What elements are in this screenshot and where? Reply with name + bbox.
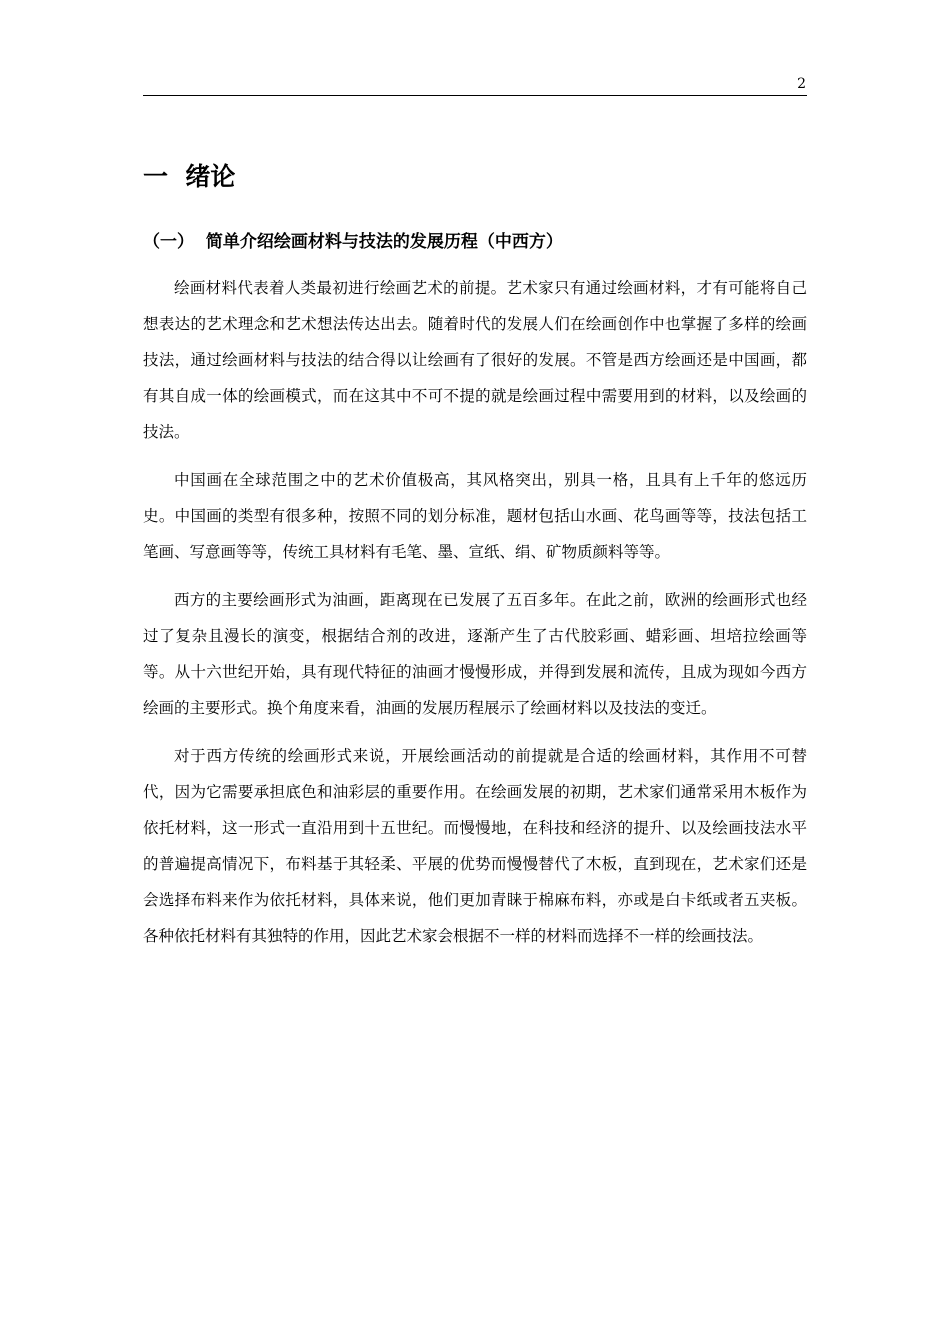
paragraph-4: 对于西方传统的绘画形式来说，开展绘画活动的前提就是合适的绘画材料，其作用不可替代，因为它需要承担底色和油彩层的重要作用。在绘画发展的初期，艺术家们通常采用木板作为依托材料，这一形式一直沿用到十五世纪。而慢慢地，在科技和经济的提升、以及绘画技法水平的普遍提高情况下，布料基于其轻柔、平展的优势而慢慢替代了木板，直到现在，艺术家们还是会选择布料来作为依托材料，具体来说，他们更加青睐于棉麻布料，亦或是白卡纸或者五夹板。各种依托材料有其独特的作用，因此艺术家会根据不一样的材料而选择不一样的绘画技法。 <box>143 747 807 945</box>
body-text <box>143 270 807 966</box>
paragraph-2: 中国画在全球范围之中的艺术价值极高，其风格突出，别具一格，且具有上千年的悠远历史。中国画的类型有很多种，按照不同的划分标准，题材包括山水画、花鸟画等等，技法包括工笔画、写意画等等，传统工具材料有毛笔、墨、宣纸、绢、矿物质颜料等等。 <box>143 471 807 561</box>
chapter-title: 一 绪论 <box>143 162 236 191</box>
page-number: 2 <box>797 76 806 92</box>
section-title: （一） 简单介绍绘画材料与技法的发展历程（中西方） <box>143 232 563 252</box>
header-rule <box>143 95 807 96</box>
paragraph-1: 绘画材料代表着人类最初进行绘画艺术的前提。艺术家只有通过绘画材料，才有可能将自己想表达的艺术理念和艺术想法传达出去。随着时代的发展人们在绘画创作中也掌握了多样的绘画技法，通过绘画材料与技法的结合得以让绘画有了很好的发展。不管是西方绘画还是中国画，都有其自成一体的绘画模式，而在这其中不可不提的就是绘画过程中需要用到的材料，以及绘画的技法。 <box>143 279 807 441</box>
paragraph-3: 西方的主要绘画形式为油画，距离现在已发展了五百多年。在此之前，欧洲的绘画形式也经过了复杂且漫长的演变，根据结合剂的改进，逐渐产生了古代胶彩画、蜡彩画、坦培拉绘画等等。从十六世纪开始，具有现代特征的油画才慢慢形成，并得到发展和流传，且成为现如今西方绘画的主要形式。换个角度来看，油画的发展历程展示了绘画材料以及技法的变迁。 <box>143 591 807 717</box>
